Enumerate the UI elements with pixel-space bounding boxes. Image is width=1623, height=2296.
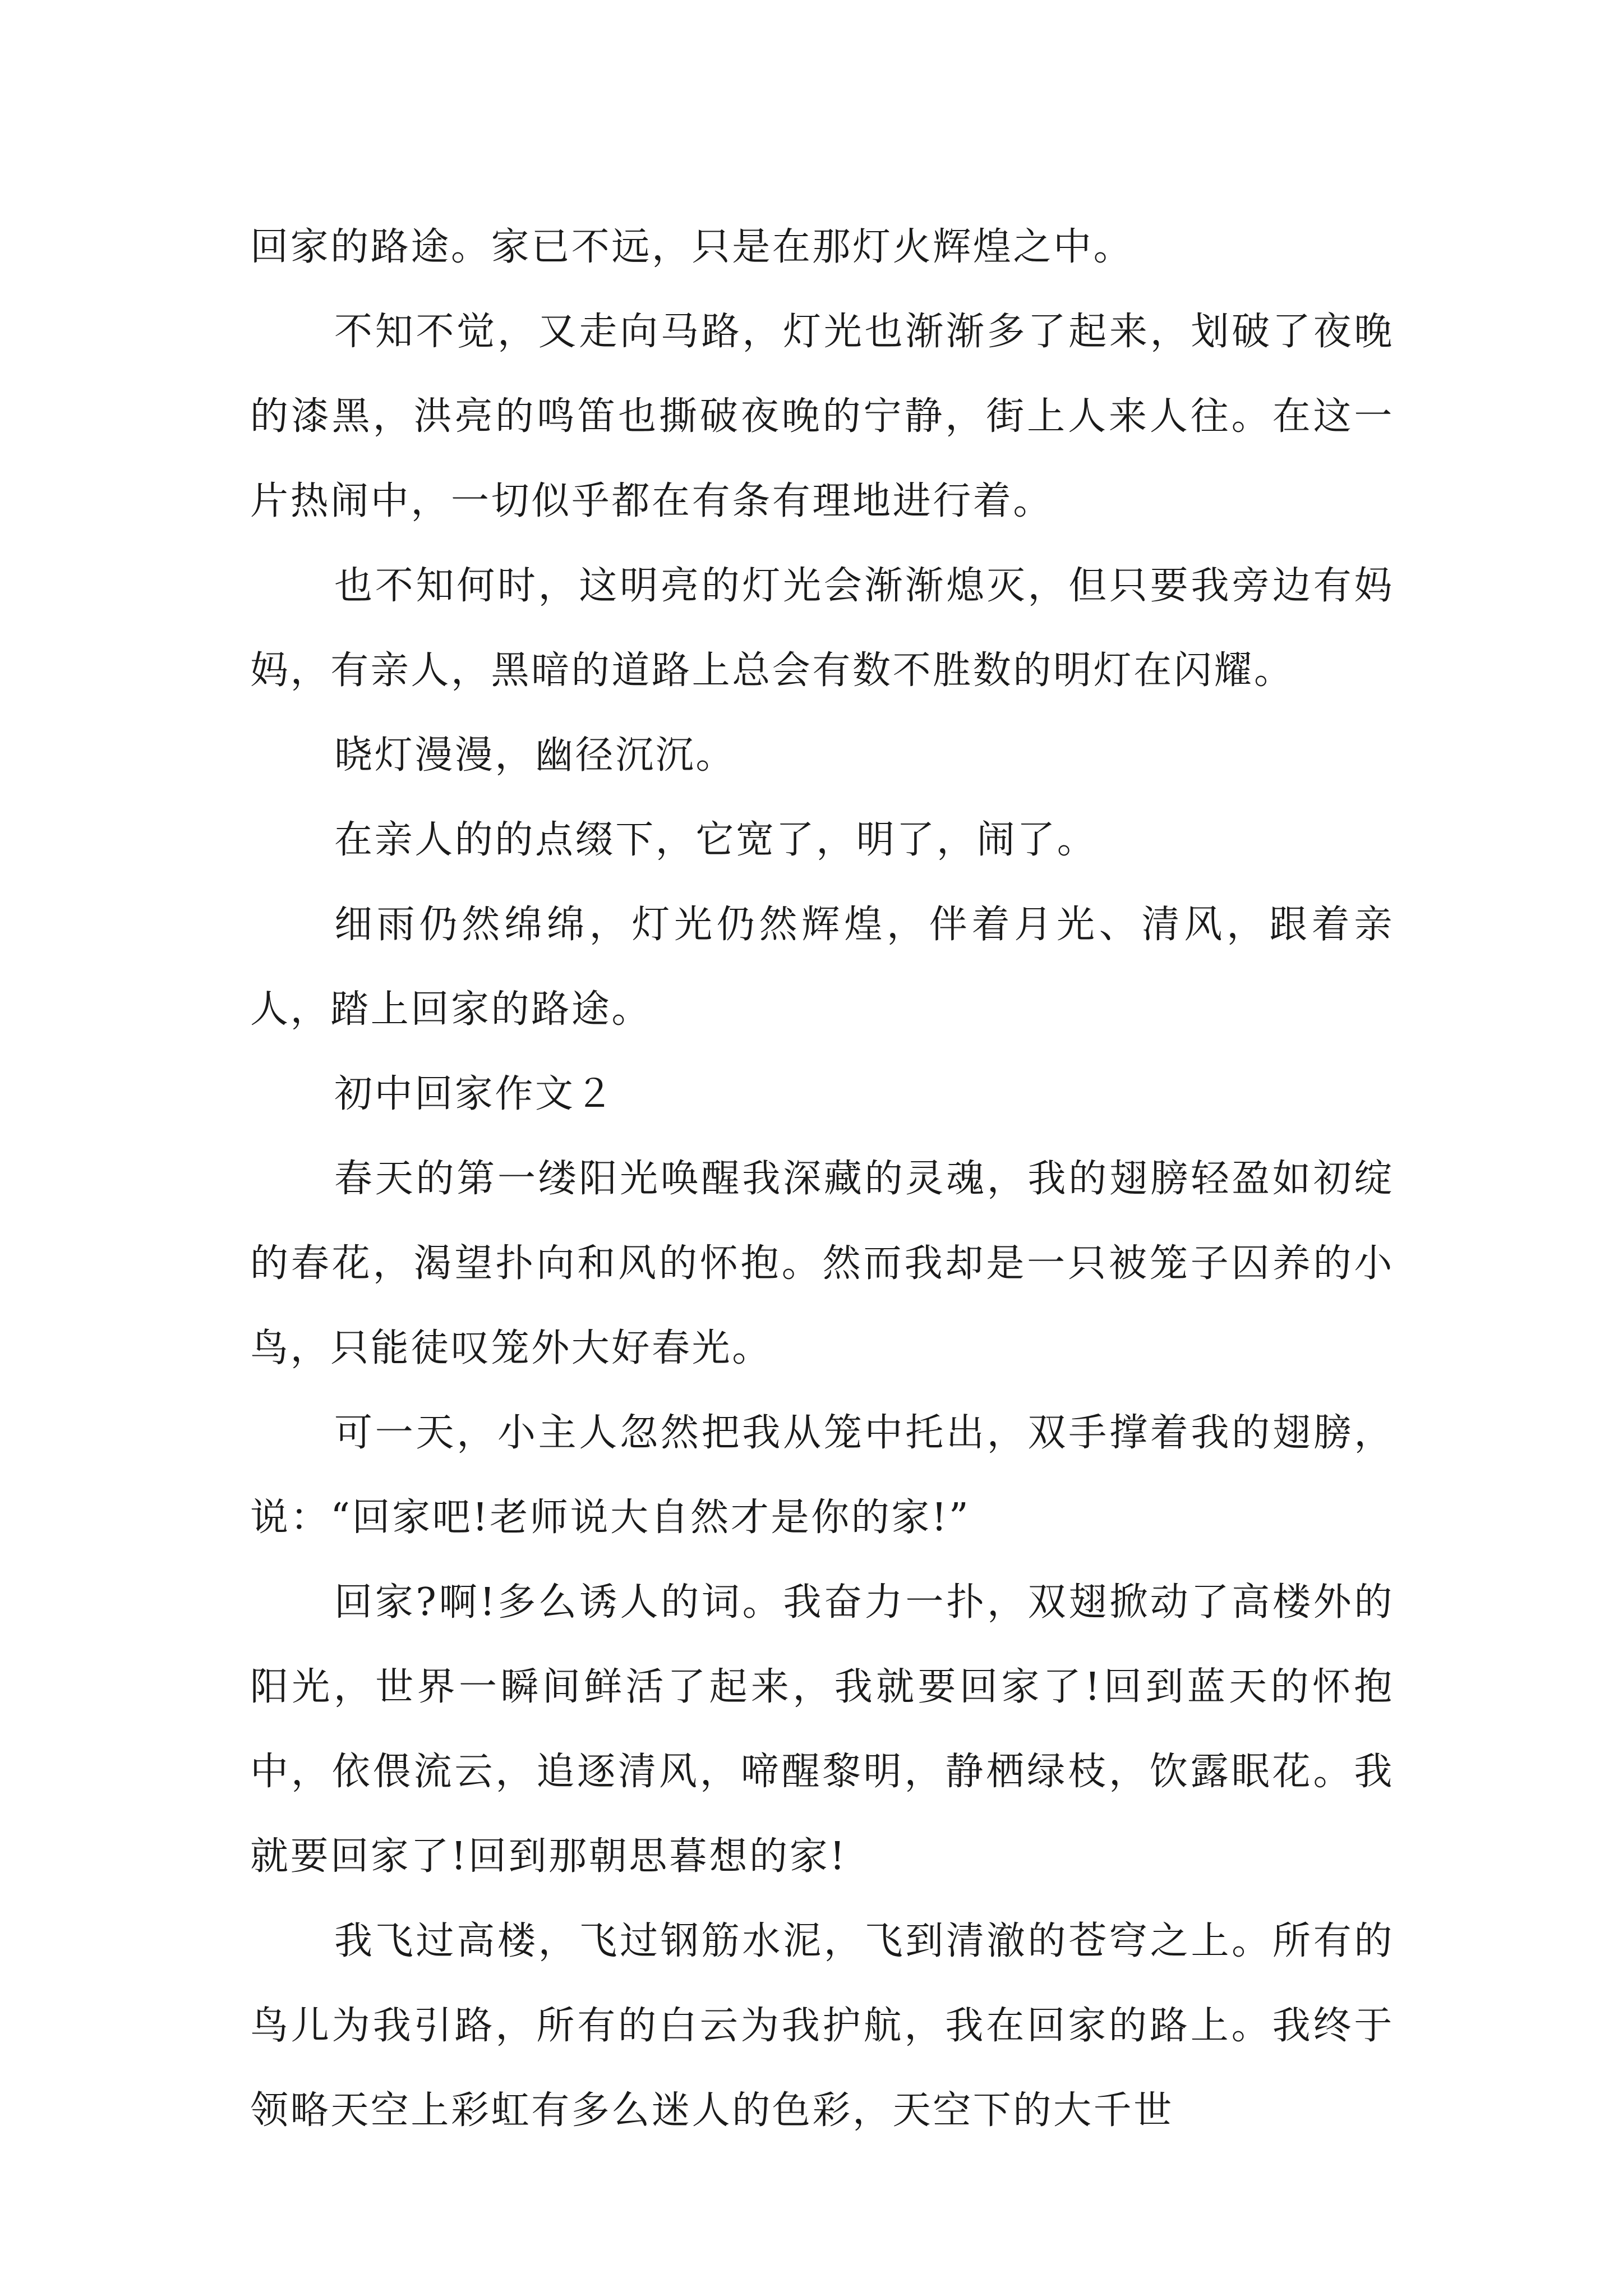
paragraph-8: 可一天，小主人忽然把我从笼中托出，双手撑着我的翅膀，说：“回家吧!老师说大自然才是你的家!” (250, 1411, 1394, 1540)
paragraph-7: 春天的第一缕阳光唤醒我深藏的灵魂，我的翅膀轻盈如初绽的春花，渴望扑向和风的怀抱。然而我却是一只被笼子囚养的小鸟，只能徒叹笼外大好春光。 (250, 1157, 1394, 1370)
paragraph-2: 不知不觉，又走向马路，灯光也渐渐多了起来，划破了夜晚的漆黑，洪亮的鸣笛也撕破夜晚的宁静，街上人来人往。在这一片热闹中，一切似乎都在有条有理地进行着。 (250, 310, 1394, 523)
section-heading: 初中回家作文２ (334, 1072, 616, 1116)
paragraph-3: 也不知何时，这明亮的灯光会渐渐熄灭，但只要我旁边有妈妈，有亲人，黑暗的道路上总会有数不胜数的明灯在闪耀。 (250, 564, 1394, 693)
paragraph-5: 在亲人的的点缀下，它宽了，明了，闹了。 (334, 818, 1098, 862)
document-body (250, 205, 1394, 2153)
paragraph-9: 回家?啊!多么诱人的词。我奋力一扑，双翅掀动了高楼外的阳光，世界一瞬间鲜活了起来，我就要回家了!回到蓝天的怀抱中，依偎流云，追逐清风，啼醒黎明，静栖绿枝，饮露眠花。我就要回家了!回到那朝思暮想的家! (250, 1580, 1394, 1879)
paragraph-10: 我飞过高楼，飞过钢筋水泥，飞到清澈的苍穹之上。所有的鸟儿为我引路，所有的白云为我护航，我在回家的路上。我终于领略天空上彩虹有多么迷人的色彩，天空下的大千世 (250, 1919, 1394, 2133)
paragraph-6: 细雨仍然绵绵，灯光仍然辉煌，伴着月光、清风，跟着亲人，踏上回家的路途。 (250, 903, 1394, 1032)
paragraph-1: 回家的路途。家已不远，只是在那灯火辉煌之中。 (250, 225, 1134, 269)
paragraph-4: 晓灯漫漫，幽径沉沉。 (334, 733, 736, 777)
